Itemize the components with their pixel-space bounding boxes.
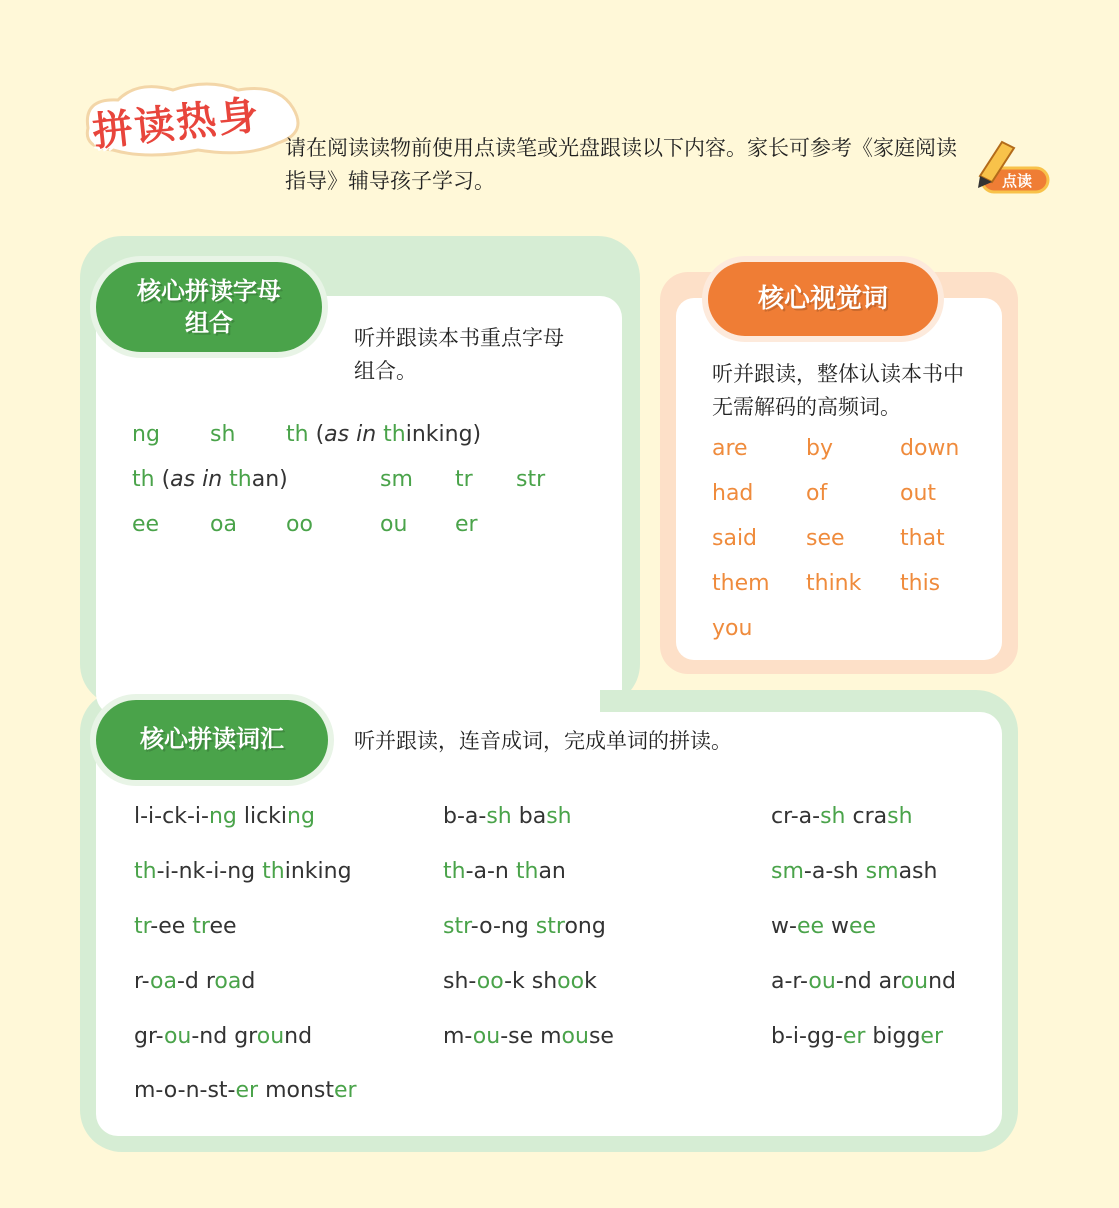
sight-word: had: [712, 481, 754, 506]
vocab-word: b-i-gg-er bigger: [771, 1024, 944, 1049]
sight-word: this: [900, 571, 941, 596]
vocab-word: l-i-ck-i-ng licking: [134, 804, 315, 829]
sight-word: down: [900, 436, 960, 461]
vocab-word: tr-ee tree: [134, 914, 237, 939]
letter-ng: ng: [132, 422, 160, 447]
sight-word: out: [900, 481, 937, 506]
vocab-word: sh-oo-k shook: [443, 969, 597, 994]
sight-desc-1: 听并跟读，整体认读本书中: [712, 362, 964, 386]
vocab-word: sm-a-sh smash: [771, 859, 938, 884]
vocab-word: m-ou-se mouse: [443, 1024, 614, 1049]
vocab-word: r-oa-d road: [134, 969, 256, 994]
letter-oa: oa: [210, 512, 237, 537]
letter-ou: ou: [380, 512, 408, 537]
sight-word: see: [806, 526, 845, 551]
letters-desc-1: 听并跟读本书重点字母: [354, 326, 564, 350]
sight-word: of: [806, 481, 828, 506]
letter-sh: sh: [210, 422, 236, 447]
page-title: 拼读热身: [90, 92, 263, 156]
letter-er: er: [455, 512, 478, 537]
vocab-word: cr-a-sh crash: [771, 804, 913, 829]
pencil-read-button[interactable]: [972, 140, 1054, 196]
vocab-word: m-o-n-st-er monster: [134, 1078, 357, 1103]
sight-word: you: [712, 616, 753, 641]
vocab-word: b-a-sh bash: [443, 804, 572, 829]
letter-sm: sm: [380, 467, 413, 492]
sight-word: said: [712, 526, 758, 551]
sight-badge-label: 核心视觉词: [757, 284, 888, 314]
vocab-desc: 听并跟读，连音成词，完成单词的拼读。: [354, 729, 732, 753]
vocab-word: str-o-ng strong: [443, 914, 606, 939]
sight-word: by: [806, 436, 833, 461]
letter-oo: oo: [286, 512, 313, 537]
sight-word: think: [806, 571, 862, 596]
vocab-word: a-r-ou-nd around: [771, 969, 957, 994]
letters-badge-line2: 组合: [185, 309, 233, 337]
letters-desc-2: 组合。: [354, 359, 417, 383]
vocab-badge-label: 核心拼读词汇: [140, 725, 284, 753]
letter-str: str: [516, 467, 546, 492]
sight-desc-2: 无需解码的高频词。: [712, 395, 901, 419]
letter-th-thinking: th (as in thinking): [286, 422, 482, 447]
letters-badge-line1: 核心拼读字母: [137, 277, 281, 305]
sight-word: are: [712, 436, 748, 461]
pencil-badge-label: 点读: [1002, 172, 1033, 190]
letter-tr: tr: [455, 467, 473, 492]
vocab-word: gr-ou-nd ground: [134, 1024, 313, 1049]
letter-ee: ee: [132, 512, 160, 537]
vocab-word: th-a-n than: [443, 859, 566, 884]
sight-word: that: [900, 526, 945, 551]
letter-th-than: th (as in than): [132, 467, 288, 492]
sight-word: them: [712, 571, 770, 596]
sight-panel: [676, 298, 1002, 660]
vocab-word: w-ee wee: [771, 914, 877, 939]
intro-text: 请在阅读读物前使用点读笔或光盘跟读以下内容。家长可参考《家庭阅读指导》辅导孩子学习。: [285, 136, 957, 193]
vocab-word: th-i-nk-i-ng thinking: [134, 859, 352, 884]
